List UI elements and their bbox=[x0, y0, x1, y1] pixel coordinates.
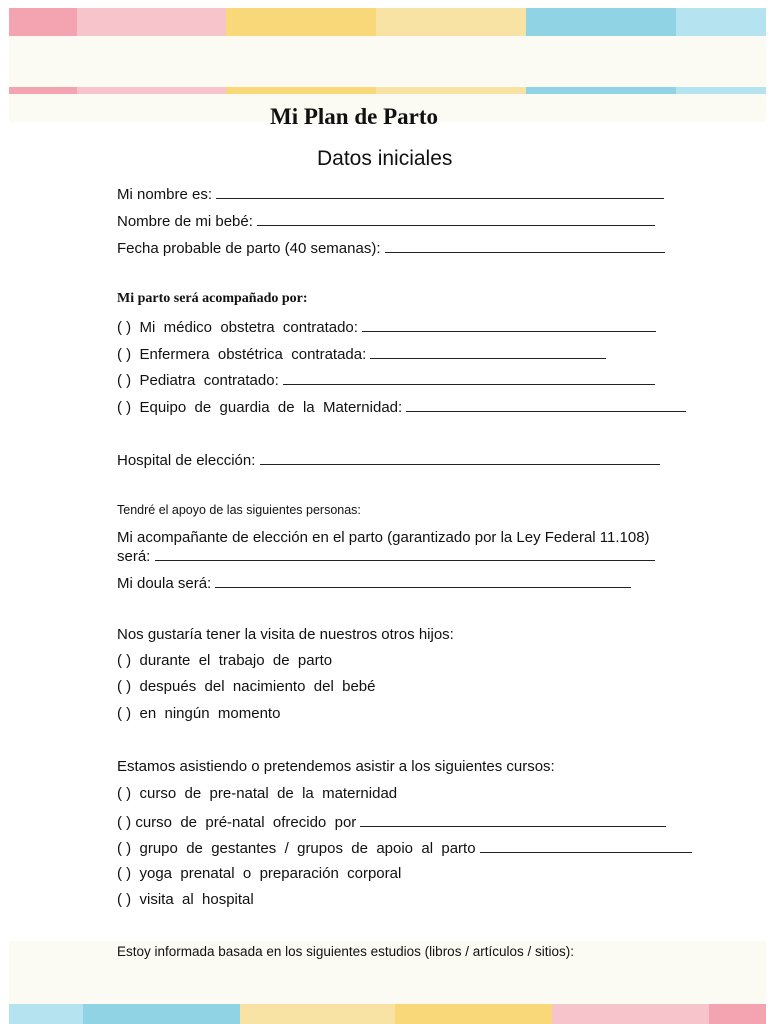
due-date-field bbox=[117, 238, 665, 257]
course-option[interactable]: ( ) grupo de gestantes / grupos de apoio al parto bbox=[117, 840, 476, 857]
companion-option-label: ( ) Enfermera obstétrica contratada: bbox=[117, 346, 367, 363]
course-option[interactable]: ( ) curso de pre-natal de la maternidad bbox=[117, 785, 398, 802]
hospital-blank[interactable] bbox=[260, 450, 660, 465]
companion-choice-label: será: bbox=[117, 548, 151, 565]
companion-option-label: ( ) Mi médico obstetra contratado: bbox=[117, 319, 358, 336]
bottom-color-band bbox=[9, 1004, 766, 1024]
companion-option-blank[interactable] bbox=[406, 397, 686, 412]
baby-name-label: Nombre de mi bebé: bbox=[117, 213, 253, 230]
studies-heading: Estoy informada basada en los siguientes estudios (libros / artículos / sitios): bbox=[117, 944, 574, 959]
doula-field bbox=[117, 573, 631, 592]
course-option[interactable]: ( ) visita al hospital bbox=[117, 891, 254, 908]
mother-name-field bbox=[117, 184, 664, 203]
companion-choice-blank[interactable] bbox=[155, 546, 655, 561]
page-title: Mi Plan de Parto bbox=[270, 104, 438, 129]
mother-name-label: Mi nombre es: bbox=[117, 186, 213, 203]
siblings-option[interactable]: ( ) después del nacimiento del bebé bbox=[117, 678, 376, 695]
companion-option-blank[interactable] bbox=[362, 317, 656, 332]
companion-option-label: ( ) Pediatra contratado: bbox=[117, 372, 279, 389]
companion-option bbox=[117, 317, 656, 336]
companion-option-blank[interactable] bbox=[283, 370, 655, 385]
siblings-option[interactable]: ( ) en ningún momento bbox=[117, 705, 281, 722]
companion-choice-field bbox=[117, 546, 655, 565]
course-option[interactable]: ( ) yoga prenatal o preparación corporal bbox=[117, 865, 402, 882]
companion-option-label: ( ) Equipo de guardia de la Maternidad: bbox=[117, 399, 403, 416]
doula-label: Mi doula será: bbox=[117, 575, 212, 592]
siblings-option[interactable]: ( ) durante el trabajo de parto bbox=[117, 652, 333, 669]
due-date-blank[interactable] bbox=[385, 238, 665, 253]
mother-name-blank[interactable] bbox=[216, 184, 664, 199]
header-background bbox=[9, 36, 766, 87]
companion-choice-line: Mi acompañante de elección en el parto (garantizado por la Ley Federal 11.108) bbox=[117, 529, 650, 546]
companion-option bbox=[117, 370, 655, 389]
baby-name-field bbox=[117, 211, 655, 230]
top-color-band bbox=[9, 8, 766, 36]
course-option-blank[interactable] bbox=[360, 812, 666, 827]
thin-color-band bbox=[9, 87, 766, 94]
doula-blank[interactable] bbox=[215, 573, 631, 588]
hospital-field bbox=[117, 450, 660, 469]
course-option-field bbox=[117, 838, 692, 857]
course-option[interactable]: ( ) curso de pré-natal ofrecido por bbox=[117, 814, 357, 831]
support-heading: Tendré el apoyo de las siguientes personas: bbox=[117, 503, 361, 517]
siblings-heading: Nos gustaría tener la visita de nuestros otros hijos: bbox=[117, 626, 454, 643]
courses-heading: Estamos asistiendo o pretendemos asistir a los siguientes cursos: bbox=[117, 758, 555, 775]
companion-option bbox=[117, 344, 606, 363]
baby-name-blank[interactable] bbox=[257, 211, 655, 226]
section-subtitle: Datos iniciales bbox=[317, 147, 453, 170]
hospital-label: Hospital de elección: bbox=[117, 452, 256, 469]
course-option-blank[interactable] bbox=[480, 838, 692, 853]
due-date-label: Fecha probable de parto (40 semanas): bbox=[117, 240, 381, 257]
course-option-field bbox=[117, 812, 666, 831]
companions-heading: Mi parto será acompañado por: bbox=[117, 291, 308, 306]
companion-option bbox=[117, 397, 686, 416]
companion-option-blank[interactable] bbox=[370, 344, 606, 359]
